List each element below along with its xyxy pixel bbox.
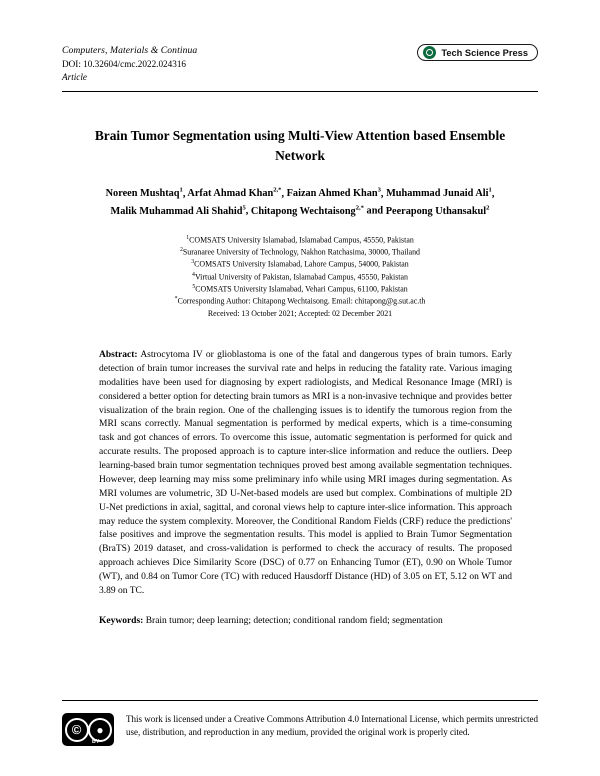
author-affiliation-marker: 5 (242, 204, 246, 212)
license-block (62, 713, 538, 746)
affiliation-text: Suranaree University of Technology, Nakhon Ratchasima, 30000, Thailand (182, 247, 420, 257)
author-affiliation-marker: 1 (488, 186, 492, 194)
affiliation-marker: * (174, 296, 178, 303)
affiliation-text: COMSATS University Islamabad, Islamabad Campus, 45550, Pakistan (189, 235, 414, 245)
affiliation-marker: 2 (180, 246, 183, 253)
cc-by-person-icon: ● (88, 718, 112, 742)
creative-commons-icon (62, 713, 114, 746)
author-list: Noreen Mushtaq$^1$, Arfat Ahmad Khan$^{2,*}$, Faizan Ahmed Khan$^3$, Muhammad Junaid Ali$^1$, Malik Muhammad Ali Shahid$^5$, Chitapong Wechtaisong$^{2,*}$ and Peerapong Uthansakul$^2$ (105, 186, 495, 217)
affiliation-item (62, 283, 538, 295)
page-header (62, 44, 538, 85)
header-divider (62, 91, 538, 92)
affiliation-item (62, 234, 538, 246)
affiliation-item (62, 271, 538, 283)
keywords-section (62, 615, 538, 629)
affiliation-marker: 3 (191, 259, 195, 266)
publisher-globe-icon (423, 46, 436, 59)
author-name: Peerapong Uthansakul$^2$ (385, 204, 490, 217)
footer-divider (62, 700, 538, 701)
affiliation-text: COMSATS University Islamabad, Lahore Campus, 54000, Pakistan (194, 259, 409, 269)
corresponding-author-text: Corresponding Author: Chitapong Wechtaisong. Email: chitapong@g.sut.ac.th (177, 296, 426, 306)
publisher-logo (417, 44, 538, 61)
author-affiliation-marker: 3 (377, 186, 381, 194)
affiliation-marker: 5 (192, 283, 196, 290)
author-name: Faizan Ahmed Khan$^3$ (286, 186, 381, 200)
page-title: Brain Tumor Segmentation using Multi-View Attention based Ensemble Network (94, 127, 506, 163)
header-meta (62, 44, 197, 85)
author-affiliation-marker: 2 (486, 204, 490, 212)
cc-logo-icon: © (65, 718, 89, 742)
affiliation-list (62, 234, 538, 320)
author-name: Malik Muhammad Ali Shahid$^5$ (110, 204, 246, 217)
author-name: Muhammad Junaid Ali$^1$ (386, 186, 492, 200)
corresponding-author (62, 295, 538, 307)
affiliation-item (62, 258, 538, 270)
page-footer (62, 700, 538, 746)
affiliation-text: COMSATS University Islamabad, Vehari Campus, 61100, Pakistan (195, 284, 408, 294)
abstract-text: Astrocytoma IV or glioblastoma is one of the fatal and dangerous types of brain tumors. Early detection of brain tumor increases the survival rate and helps in reducing the fatality rate. Various imaging modalities have been used for diagnosing by expert radiologists, and Medical Resonance Image (MRI) is considered a better option for detecting brain tumors as MRI is a non-invasive technique and provides better visualization of the brain region. One of the challenging issues is to identify the tumorous region from the MRI scans correctly. Manual segmentation is performed by medical experts, which is a time-consuming task and got chances of errors. To overcome this issue, automatic segmentation is performed for quick and accurate results. The proposed approach is to capture inter-slice information and reduce the outliers. Deep learning-based brain tumor segmentation techniques proved best among available segmentation techniques. However, deep learning may miss some preliminary info while using MRI images during segmentation. As MRI volumes are volumetric, 3D U-Net-based models are used but complex. Combinations of multiple 2D U-Net predictions in axial, sagittal, and coronal views help to capture inter-slice information. This approach may reduce the system complexity. Moreover, the Conditional Random Fields (CRF) reduce the predictions' false positives and improve the segmentation results. This model is applied to Brain Tumor Segmentation (BraTS) 2019 dataset, and cross-validation is performed to check the accuracy of results. The proposed approach achieves Dice Similarity Score (DSC) of 0.77 on Enhancing Tumor (ET), 0.90 on Whole Tumor (WT), and 0.84 on Tumor Core (TC) with reduced Hausdorff Distance (HD) of 3.05 on ET, 5.12 on WT and 3.89 on TC. (99, 350, 512, 596)
author-affiliation-marker: 2,* (355, 204, 364, 212)
publisher-name: Tech Science Press (441, 47, 528, 58)
affiliation-item (62, 246, 538, 258)
affiliation-marker: 1 (186, 234, 190, 241)
author-affiliation-marker: 1 (179, 186, 183, 194)
license-text: This work is licensed under a Creative Commons Attribution 4.0 International License, which permits unrestricted use, distribution, and reproduction in any medium, provided the original work is properly cited. (126, 714, 538, 737)
abstract-label: Abstract: (99, 350, 138, 361)
journal-name: Computers, Materials & Continua (62, 45, 198, 56)
affiliation-marker: 4 (192, 271, 195, 278)
received-accepted-dates: Received: 13 October 2021; Accepted: 02 December 2021 (207, 308, 393, 318)
author-name: Noreen Mushtaq$^1$ (105, 186, 183, 200)
author-name: Chitapong Wechtaisong$^{2,*}$ (250, 204, 364, 217)
keywords-text: Brain tumor; deep learning; detection; conditional random field; segmentation (145, 615, 443, 626)
cc-by-label: BY (92, 738, 100, 745)
article-type-label: Article (62, 72, 88, 83)
keywords-label: Keywords: (99, 615, 144, 626)
author-affiliation-marker: 2,* (273, 186, 282, 194)
doi-text: DOI: 10.32604/cmc.2022.024316 (62, 58, 187, 69)
author-name: Arfat Ahmad Khan$^{2,*}$ (187, 186, 282, 200)
abstract-section (62, 349, 538, 598)
affiliation-text: Virtual University of Pakistan, Islamabad Campus, 45550, Pakistan (194, 272, 408, 282)
